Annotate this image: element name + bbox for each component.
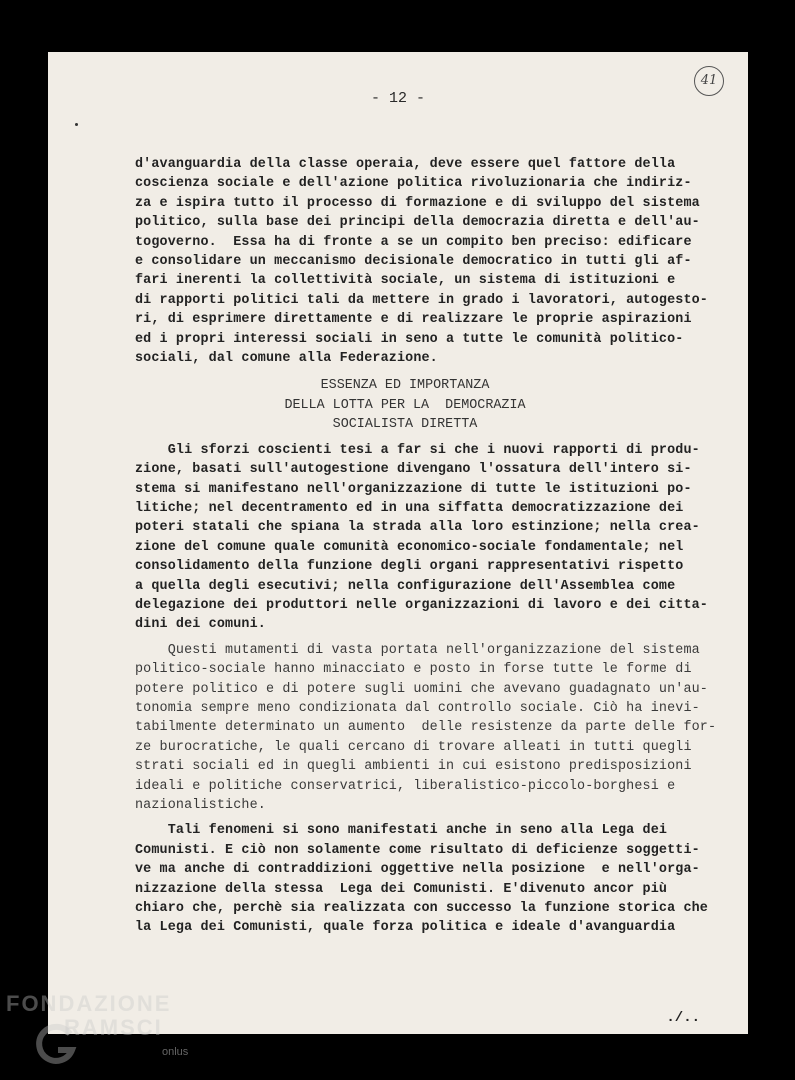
text-line: ri, di esprimere direttamente e di realizzare le proprie aspirazioni	[135, 312, 692, 328]
text-line: a quella degli esecutivi; nella configurazione dell'Assemblea come	[135, 578, 676, 594]
watermark-sub: onlus	[162, 1046, 189, 1058]
paragraph-2	[135, 441, 735, 635]
text-line: nizzazione della stessa Lega dei Comunisti. E'divenuto ancor più	[135, 881, 668, 897]
continuation-mark: ./..	[666, 1010, 700, 1026]
watermark-logo	[6, 992, 171, 1040]
text-line: litiche; nel decentramento ed in una siffatta democratizzazione dei	[135, 500, 684, 516]
text-line: ed i propri interessi sociali in seno a tutte le comunità politico-	[135, 331, 684, 347]
heading-line: DELLA LOTTA PER LA DEMOCRAZIA	[284, 397, 526, 413]
section-heading	[135, 376, 735, 434]
text-line: Tali fenomeni si sono manifestati anche in seno alla Lega dei	[135, 823, 668, 839]
text-line: d'avanguardia della classe operaia, deve essere quel fattore della	[135, 157, 676, 172]
text-line: potere politico e di potere sugli uomini che avevano guadagnato un'au-	[135, 681, 708, 697]
text-line: strati sociali ed in quegli ambienti in cui esistono predisposizioni	[135, 759, 692, 775]
watermark-line-1: FONDAZIONE	[6, 991, 172, 1016]
text-line: fari inerenti la collettività sociale, un sistema di istituzioni e	[135, 273, 676, 289]
watermark-g-icon	[34, 1022, 78, 1066]
text-line: delegazione dei produttori nelle organizzazioni di lavoro e dei citta-	[135, 597, 708, 613]
text-line: ze burocratiche, le quali cercano di trovare alleati in tutti quegli	[135, 739, 692, 755]
text-line: Gli sforzi coscienti tesi a far si che i nuovi rapporti di produ-	[135, 442, 700, 458]
paragraph-3	[135, 641, 735, 816]
stray-mark	[75, 123, 78, 126]
paragraph-4	[135, 821, 735, 937]
text-line: tonomia sempre meno condizionata dal controllo sociale. Ciò ha inevi-	[135, 700, 700, 716]
heading-line: ESSENZA ED IMPORTANZA	[320, 378, 490, 394]
text-line: chiaro che, perchè sia realizzata con successo la funzione storica che	[135, 901, 708, 917]
text-line: ideali e politiche conservatrici, liberalistico-piccolo-borghesi e	[135, 778, 676, 794]
paragraph-1	[135, 155, 735, 368]
watermark-line-2: RAMSCI	[64, 1015, 163, 1040]
text-line: Comunisti. E ciò non solamente come risultato di deficienze soggetti-	[135, 842, 700, 858]
text-line: togoverno. Essa ha di fronte a se un compito ben preciso: edificare	[135, 234, 692, 250]
text-line: politico, sulla base dei principi della democrazia diretta e dell'au-	[135, 215, 700, 231]
text-line: coscienza sociale e dell'azione politica rivoluzionaria che indiriz-	[135, 176, 692, 192]
archive-number-stamp: 41	[694, 66, 724, 96]
text-line: zione del comune quale comunità economico-sociale fondamentale; nel	[135, 539, 684, 555]
text-line: zione, basati sull'autogestione divengano l'ossatura dell'intero si-	[135, 462, 692, 478]
text-line: politico-sociale hanno minacciato e posto in forse tutte le forme di	[135, 662, 692, 678]
document-page	[48, 52, 748, 1034]
text-line: sociali, dal comune alla Federazione.	[135, 351, 438, 367]
text-line: poteri statali che spiana la strada alla loro estinzione; nella crea-	[135, 520, 700, 536]
text-line: di rapporti politici tali da mettere in grado i lavoratori, autogesto-	[135, 292, 708, 308]
text-line: ve ma anche di contraddizioni oggettive nella posizione e nell'orga-	[135, 862, 700, 878]
typewritten-body	[135, 155, 735, 938]
text-line: stema si manifestano nell'organizzazione di tutte le istituzioni po-	[135, 481, 692, 497]
text-line: nazionalistiche.	[135, 798, 266, 813]
text-line: consolidamento della funzione degli organi rappresentativi rispetto	[135, 559, 684, 575]
text-line: za e ispira tutto il processo di formazione e di sviluppo del sistema	[135, 195, 700, 211]
text-line: Questi mutamenti di vasta portata nell'organizzazione del sistema	[135, 642, 700, 658]
text-line: tabilmente determinato un aumento delle resistenze da parte delle for-	[135, 720, 717, 736]
heading-line: SOCIALISTA DIRETTA	[332, 417, 478, 433]
text-line: e consolidare un meccanismo decisionale democratico in tutti gli af-	[135, 254, 692, 270]
page-number: - 12 -	[370, 90, 425, 107]
text-line: la Lega dei Comunisti, quale forza politica e ideale d'avanguardia	[135, 920, 676, 936]
text-line: dini dei comuni.	[135, 617, 266, 633]
